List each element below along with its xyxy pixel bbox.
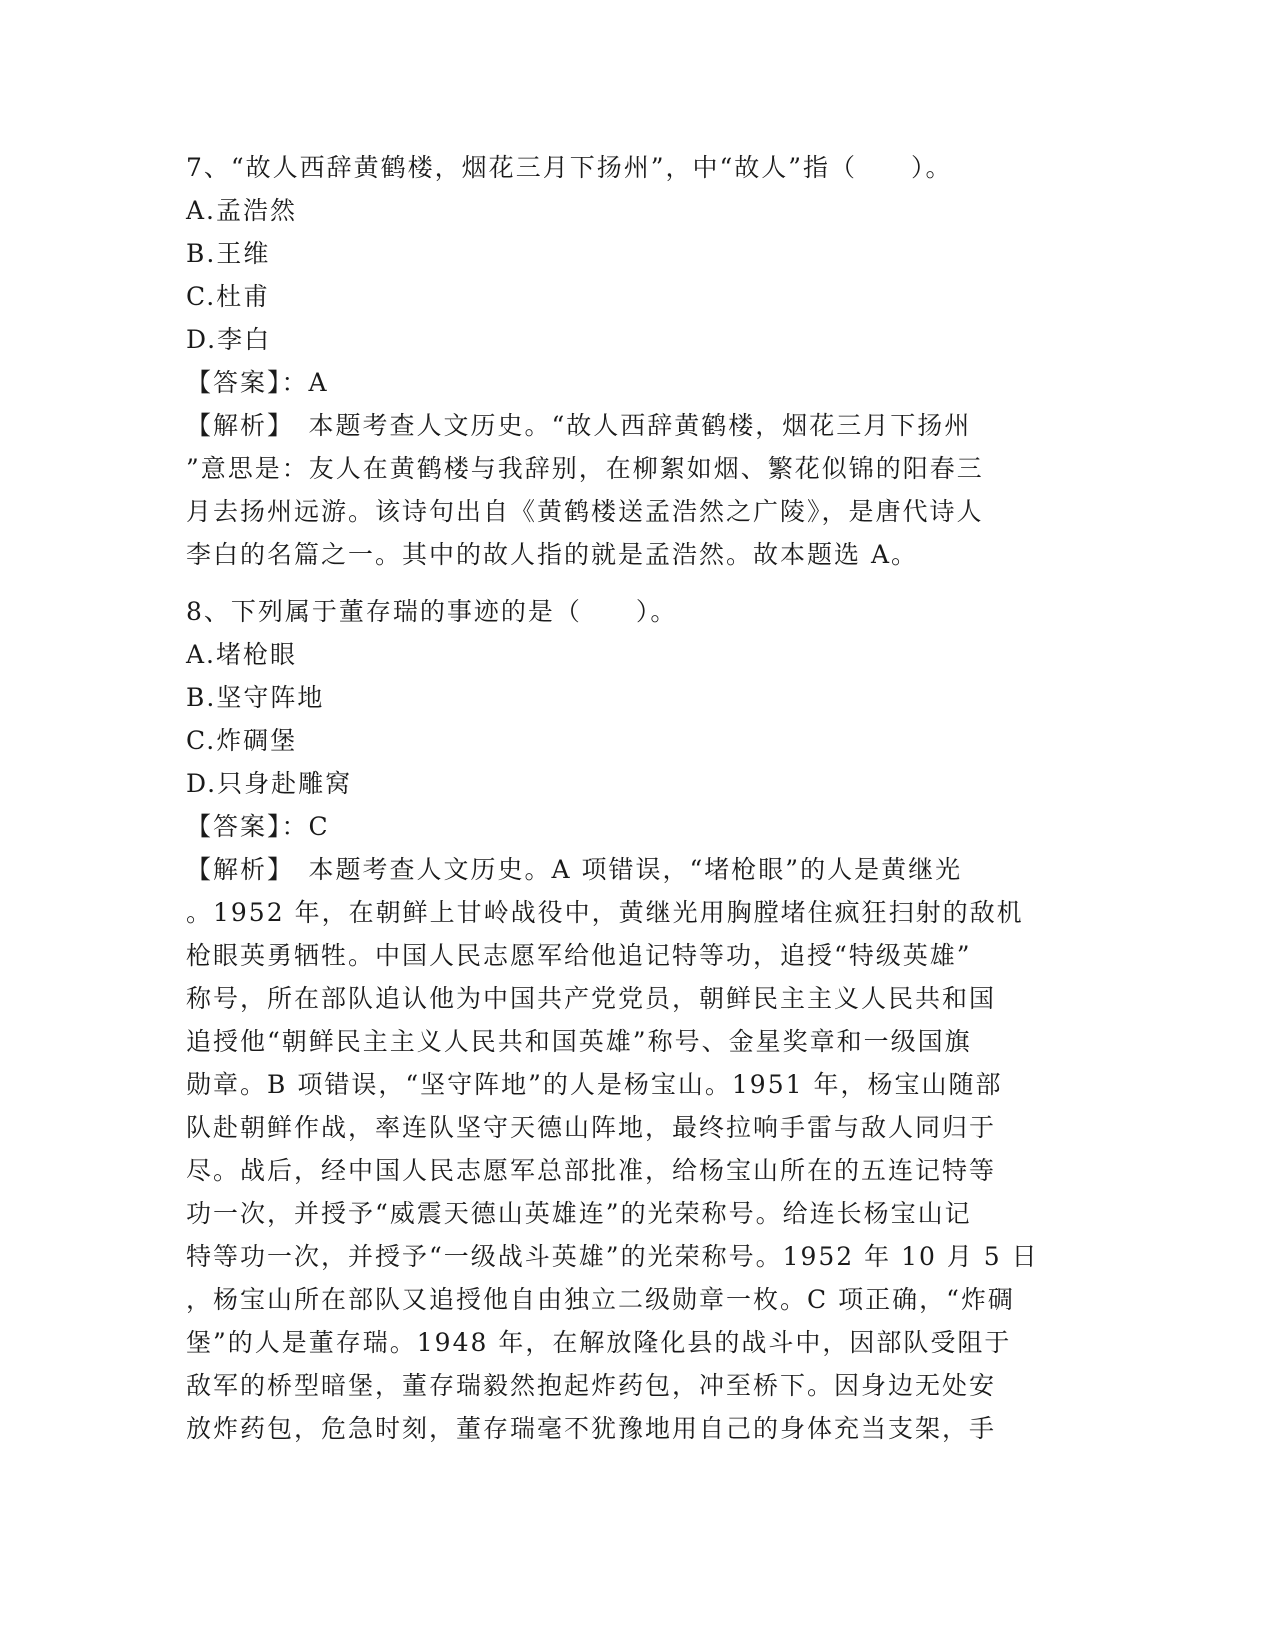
analysis-line: 。1952 年，在朝鲜上甘岭战役中，黄继光用胸膛堵住疯狂扫射的敌机 <box>186 898 1024 927</box>
analysis-line: 勋章。B 项错误，“坚守阵地”的人是杨宝山。1951 年，杨宝山随部 <box>186 1070 1003 1099</box>
analysis-line: 【解析】 本题考查人文历史。A 项错误，“堵枪眼”的人是黄继光 <box>186 855 963 884</box>
analysis-line: ，杨宝山所在部队又追授他自由独立二级勋章一枚。C 项正确，“炸碉 <box>186 1285 1015 1314</box>
question-stem: 7、“故人西辞黄鹤楼，烟花三月下扬州”，中“故人”指（ ）。 <box>186 153 953 182</box>
option-c: C.炸碉堡 <box>186 726 298 755</box>
analysis-line: 月去扬州远游。该诗句出自《黄鹤楼送孟浩然之广陵》，是唐代诗人 <box>186 497 984 526</box>
analysis-line: 功一次，并授予“威震天德山英雄连”的光荣称号。给连长杨宝山记 <box>186 1199 972 1228</box>
question-7 <box>186 146 1066 576</box>
answer-line: 【答案】：A <box>186 368 329 397</box>
answer-line: 【答案】：C <box>186 812 330 841</box>
analysis-line: 枪眼英勇牺牲。中国人民志愿军给他追记特等功，追授“特级英雄” <box>186 941 972 970</box>
analysis-line: 【解析】 本题考查人文历史。“故人西辞黄鹤楼，烟花三月下扬州 <box>186 411 972 440</box>
question-spacer <box>186 576 1066 590</box>
analysis-line: 堡”的人是董存瑞。1948 年，在解放隆化县的战斗中，因部队受阻于 <box>186 1328 1012 1357</box>
option-d: D.李白 <box>186 325 272 354</box>
option-b: B.王维 <box>186 239 271 268</box>
analysis-line: 敌军的桥型暗堡，董存瑞毅然抱起炸药包，冲至桥下。因身边无处安 <box>186 1371 997 1400</box>
option-c: C.杜甫 <box>186 282 271 311</box>
question-8 <box>186 590 1066 1450</box>
option-d: D.只身赴雕窝 <box>186 769 353 798</box>
option-b: B.坚守阵地 <box>186 683 325 712</box>
option-a: A.孟浩然 <box>186 196 298 225</box>
analysis-line: 队赴朝鲜作战，率连队坚守天德山阵地，最终拉响手雷与敌人同归于 <box>186 1113 997 1142</box>
analysis-line: 放炸药包，危急时刻，董存瑞毫不犹豫地用自己的身体充当支架，手 <box>186 1414 997 1443</box>
document-content <box>186 146 1066 1450</box>
option-a: A.堵枪眼 <box>186 640 298 669</box>
analysis-line: 称号，所在部队追认他为中国共产党党员，朝鲜民主主义人民共和国 <box>186 984 997 1013</box>
analysis-line: 特等功一次，并授予“一级战斗英雄”的光荣称号。1952 年 10 月 5 日 <box>186 1242 1039 1271</box>
question-stem: 8、下列属于董存瑞的事迹的是（ ）。 <box>186 597 678 626</box>
analysis-line: 李白的名篇之一。其中的故人指的就是孟浩然。故本题选 A。 <box>186 540 919 569</box>
analysis-line: ”意思是：友人在黄鹤楼与我辞别，在柳絮如烟、繁花似锦的阳春三 <box>186 454 984 483</box>
analysis-line: 尽。战后，经中国人民志愿军总部批准，给杨宝山所在的五连记特等 <box>186 1156 997 1185</box>
analysis-line: 追授他“朝鲜民主主义人民共和国英雄”称号、金星奖章和一级国旗 <box>186 1027 972 1056</box>
